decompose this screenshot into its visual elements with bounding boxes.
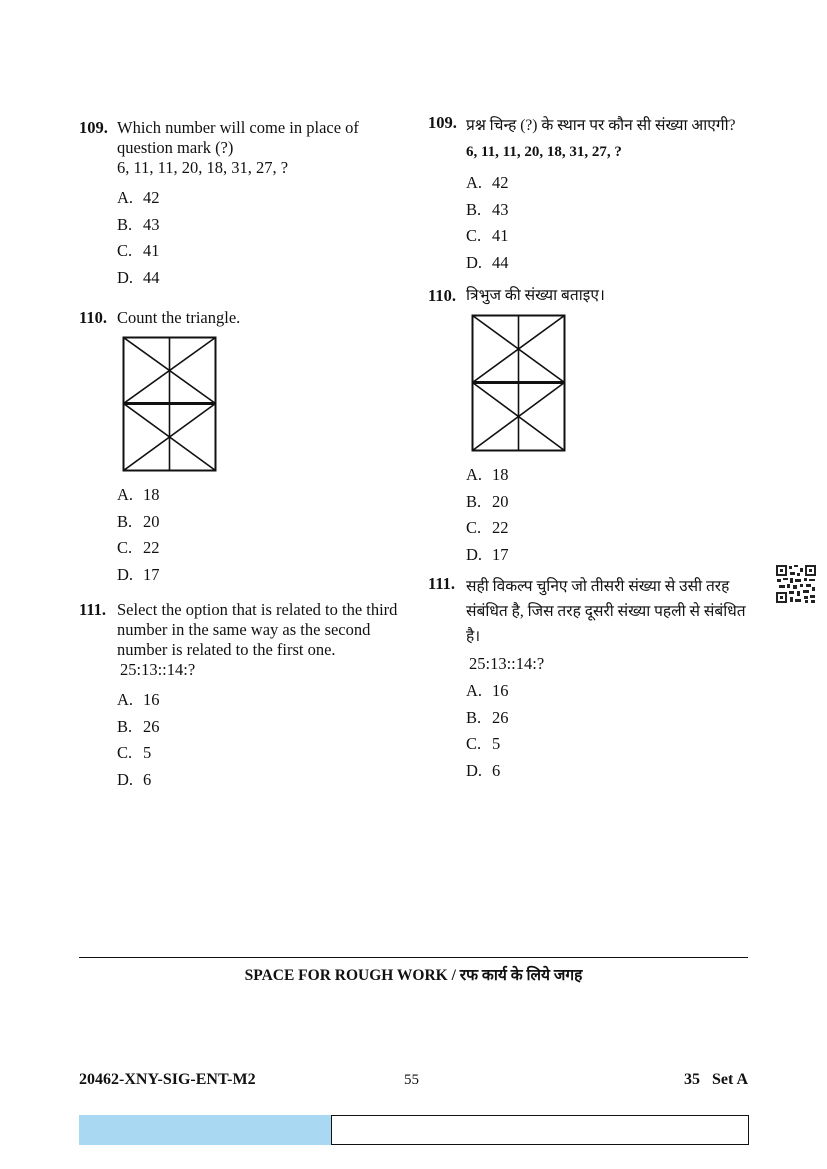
option-a[interactable]: A. 18: [117, 485, 160, 504]
option-b[interactable]: B. 20: [466, 491, 509, 511]
number-series: 25:13::14:?: [469, 654, 545, 673]
option-c[interactable]: C. 5: [117, 743, 152, 762]
question-text: Which number will come in place of question mark (?): [117, 118, 359, 157]
options-list: [466, 462, 758, 568]
number-series: 25:13::14:?: [120, 660, 196, 679]
option-b[interactable]: B. 26: [466, 707, 509, 727]
number-series: 6, 11, 11, 20, 18, 31, 27, ?: [466, 144, 622, 160]
option-c[interactable]: C. 22: [117, 538, 160, 557]
question-110-hi: [428, 286, 758, 568]
option-c[interactable]: C. 41: [117, 241, 160, 260]
divider: [79, 957, 748, 958]
question-number: 110.: [428, 286, 456, 305]
option-b[interactable]: B. 26: [117, 716, 160, 736]
option-c[interactable]: C. 5: [466, 734, 501, 753]
option-d[interactable]: D. 44: [466, 252, 509, 272]
question-110-en: [79, 308, 409, 588]
option-a[interactable]: A. 18: [466, 465, 509, 484]
option-c[interactable]: C. 41: [466, 226, 509, 245]
options-list: [466, 170, 758, 276]
option-a[interactable]: A. 16: [466, 681, 509, 700]
option-a[interactable]: A. 16: [117, 690, 160, 709]
question-text: प्रश्न चिन्ह (?) के स्थान पर कौन सी संख्या आएगी?: [466, 117, 736, 134]
question-text: Count the triangle.: [117, 308, 241, 327]
blank-box: [331, 1115, 749, 1145]
option-d[interactable]: D. 17: [466, 544, 509, 564]
option-b[interactable]: B. 20: [117, 511, 160, 531]
question-text: Select the option that is related to the third number in the same way as the second number is related to the first one.: [117, 600, 398, 659]
option-c[interactable]: C. 22: [466, 518, 509, 537]
options-list: [117, 482, 409, 588]
option-b[interactable]: B. 43: [466, 199, 509, 219]
option-a[interactable]: A. 42: [466, 173, 509, 192]
english-column: [79, 116, 409, 793]
triangle-figure: [122, 336, 217, 472]
color-bar: [79, 1115, 331, 1145]
question-number: 110.: [79, 308, 107, 327]
options-list: [117, 185, 409, 291]
qr-code-icon: [776, 565, 816, 603]
question-111-hi: [428, 574, 758, 784]
option-a[interactable]: A. 42: [117, 188, 160, 207]
options-list: [117, 687, 409, 793]
option-b[interactable]: B. 43: [117, 214, 160, 234]
question-number: 111.: [428, 574, 456, 593]
question-111-en: [79, 600, 409, 793]
page-number: 55: [404, 1072, 419, 1088]
question-number: 109.: [428, 113, 457, 132]
set-label: 35 Set A: [684, 1071, 748, 1088]
question-109-hi: [428, 113, 758, 276]
question-text: त्रिभुज की संख्या बताइए।: [466, 287, 605, 304]
question-number: 111.: [79, 600, 107, 619]
option-d[interactable]: D. 17: [117, 564, 160, 584]
paper-code: 20462-XNY-SIG-ENT-M2: [79, 1071, 256, 1088]
option-d[interactable]: D. 44: [117, 267, 160, 287]
hindi-column: [428, 113, 758, 784]
number-series: 6, 11, 11, 20, 18, 31, 27, ?: [117, 158, 289, 177]
option-d[interactable]: D. 6: [117, 769, 152, 789]
question-text: सही विकल्प चुनिए जो तीसरी संख्या से उसी तरह संबंधित है, जिस तरह दूसरी संख्या पहली से संबंधित है।: [466, 578, 746, 645]
rough-work-label: SPACE FOR ROUGH WORK / रफ कार्य के लिये जगह: [244, 967, 583, 984]
triangle-figure: [471, 314, 566, 452]
question-109-en: [79, 118, 409, 291]
question-number: 109.: [79, 118, 108, 137]
option-d[interactable]: D. 6: [466, 760, 501, 780]
options-list: [466, 678, 758, 784]
